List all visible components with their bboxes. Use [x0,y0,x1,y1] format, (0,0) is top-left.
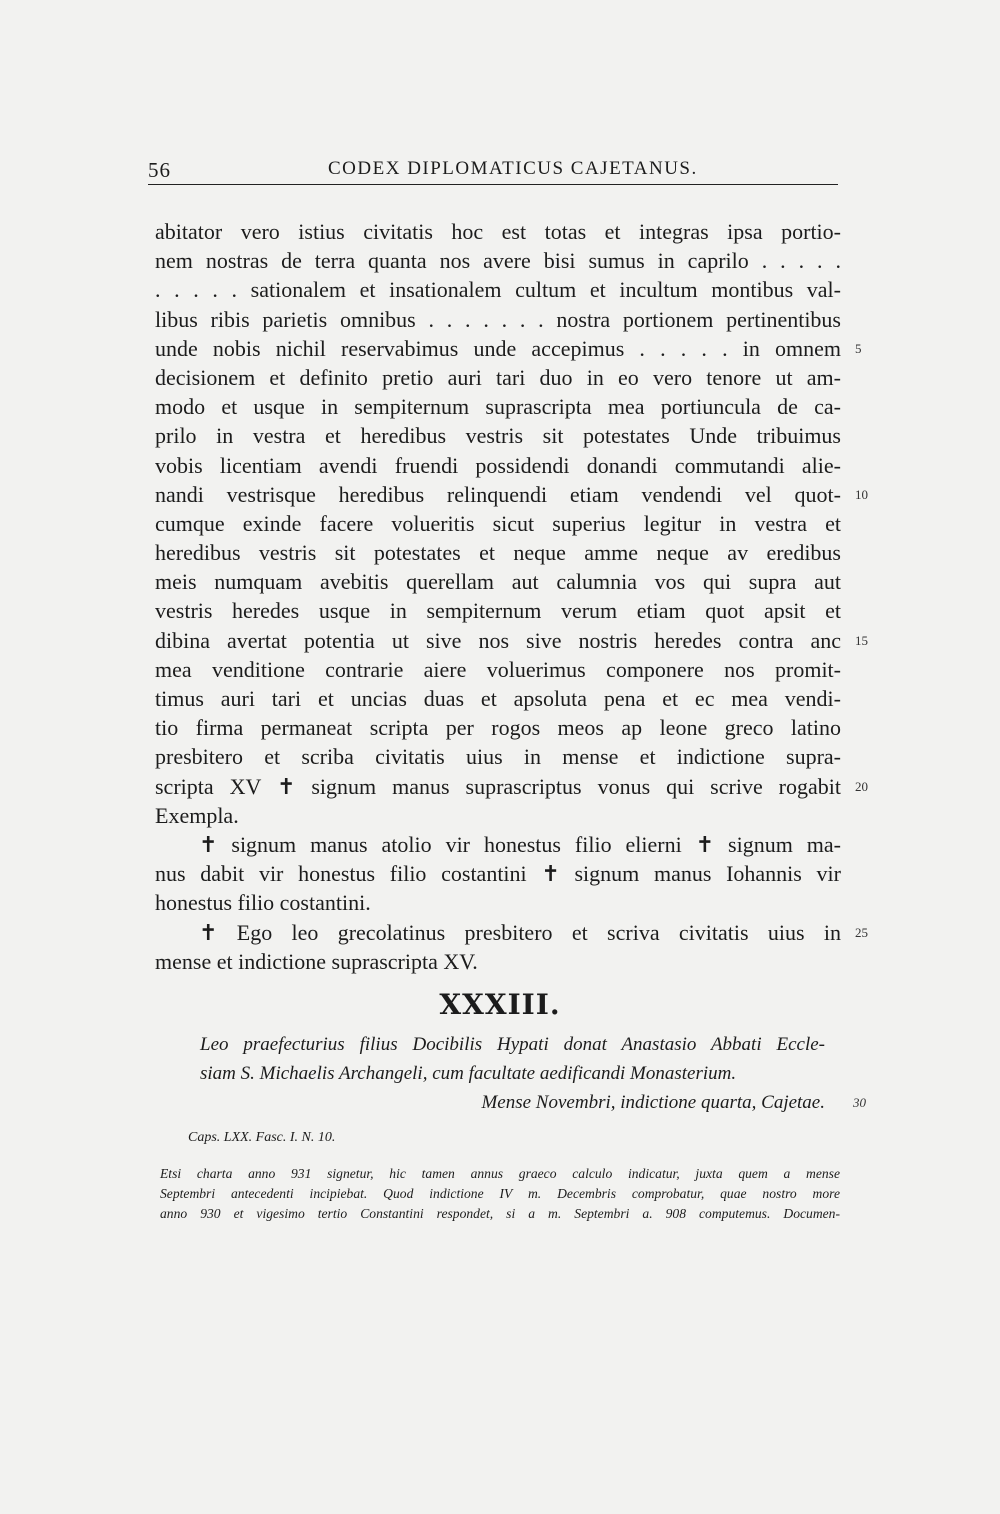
text-line: timus auri tari et uncias duas et apsoluta pena et ec mea vendi- [155,686,841,711]
document-summary [200,1030,866,1117]
charter-text [155,217,868,976]
text-line: ✝ signum manus atolio vir honestus filio elierni ✝ signum ma- [199,831,841,857]
note-line: anno 930 et vigesimo tertio Constantini respondet, si a m. Septembri a. 908 computemus. Documen- [160,1206,840,1221]
text-line: modo et usque in sempiternum suprascripta mea portiuncula de ca- [155,394,841,420]
note-line: Septembri antecedenti incipiebat. Quod indictione IV m. Decembris comprobatur, quae nostro more [160,1186,840,1201]
note-line: Etsi charta anno 931 signetur, hic tamen annus graeco calculo indicatur, juxta quem a mense [160,1166,840,1181]
text-line: cumque exinde facere volueritis sicut superius legitur in vestra et [155,510,841,536]
summary-line [200,1088,866,1117]
text-line: vobis licentiam avendi fruendi possidendi donandi commutandi alie- [155,452,841,478]
text-line: presbitero et scriba civitatis uius in mense et indictione supra- [155,744,841,770]
text-line: meis numquam avebitis querellam aut calumnia vos qui supra aut [155,569,841,595]
line-number: 25 [855,924,868,940]
text-line: unde nobis nichil reservabimus unde accepimus . . . . . in omnem 5 [155,334,841,363]
text-line: Exempla. [155,802,239,828]
line-number: 15 [855,632,868,648]
text-line: tio firma permaneat scripta per rogos meos ap leone greco latino [155,715,841,741]
text-line: . . . . . sationalem et insationalem cultum et incultum montibus val- [155,277,841,303]
date-place: Mense Novembri, indictione quarta, Cajetae. [481,1092,825,1113]
summary-line: Leo praefecturius filius Docibilis Hypati donat Anastasio Abbati Eccle- [200,1034,825,1055]
line-number: 30 [853,1095,866,1110]
summary-line: siam S. Michaelis Archangeli, cum facultate aedificandi Monasterium. [200,1063,737,1084]
text-line: dibina avertat potentia ut sive nos sive nostris heredes contra anc 15 [155,626,841,655]
page-header [148,148,838,185]
running-title: CODEX DIPLOMATICUS CAJETANUS. [328,158,698,179]
text-line: libus ribis parietis omnibus . . . . . . . nostra portionem pertinentibus [155,306,841,332]
text-line: scripta XV ✝ signum manus suprascriptus vonus qui scrive rogabit 20 [155,772,841,801]
text-line: prilo in vestra et heredibus vestris sit potestates Unde tribuimus [155,423,841,449]
text-line: nandi vestrisque heredibus relinquendi etiam vendendi vel quot- 10 [155,480,841,509]
text-line: vestris heredes usque in sempiternum verum etiam quot apsit et [155,598,841,624]
line-number: 5 [855,340,862,356]
document-number: XXXIII. [439,988,561,1021]
text-line: mense et indictione suprascripta XV. [155,948,478,974]
text-line: ✝ Ego leo grecolatinus presbitero et scriva civitatis uius in 25 [155,918,841,947]
line-number: 10 [855,486,868,502]
line-number: 20 [855,778,868,794]
text-line: nus dabit vir honestus filio costantini ✝ signum manus Iohannis vir [155,861,841,887]
text-line: decisionem et definito pretio auri tari duo in eo vero tenore ut am- [155,364,841,390]
page-number: 56 [148,158,171,182]
editorial-note [160,1164,840,1224]
text-line: heredibus vestris sit potestates et neque amme neque av eredibus [155,540,841,566]
text-line: abitator vero istius civitatis hoc est totas et integras ipsa portio- [155,219,841,244]
text-line: mea venditione contrarie aiere voluerimus componere nos promit- [155,656,841,682]
text-line: honestus filio costantini. [155,890,371,916]
text-line: nem nostras de terra quanta nos avere bisi sumus in caprilo . . . . . [155,248,841,274]
archive-reference: Caps. LXX. Fasc. I. N. 10. [188,1130,336,1145]
